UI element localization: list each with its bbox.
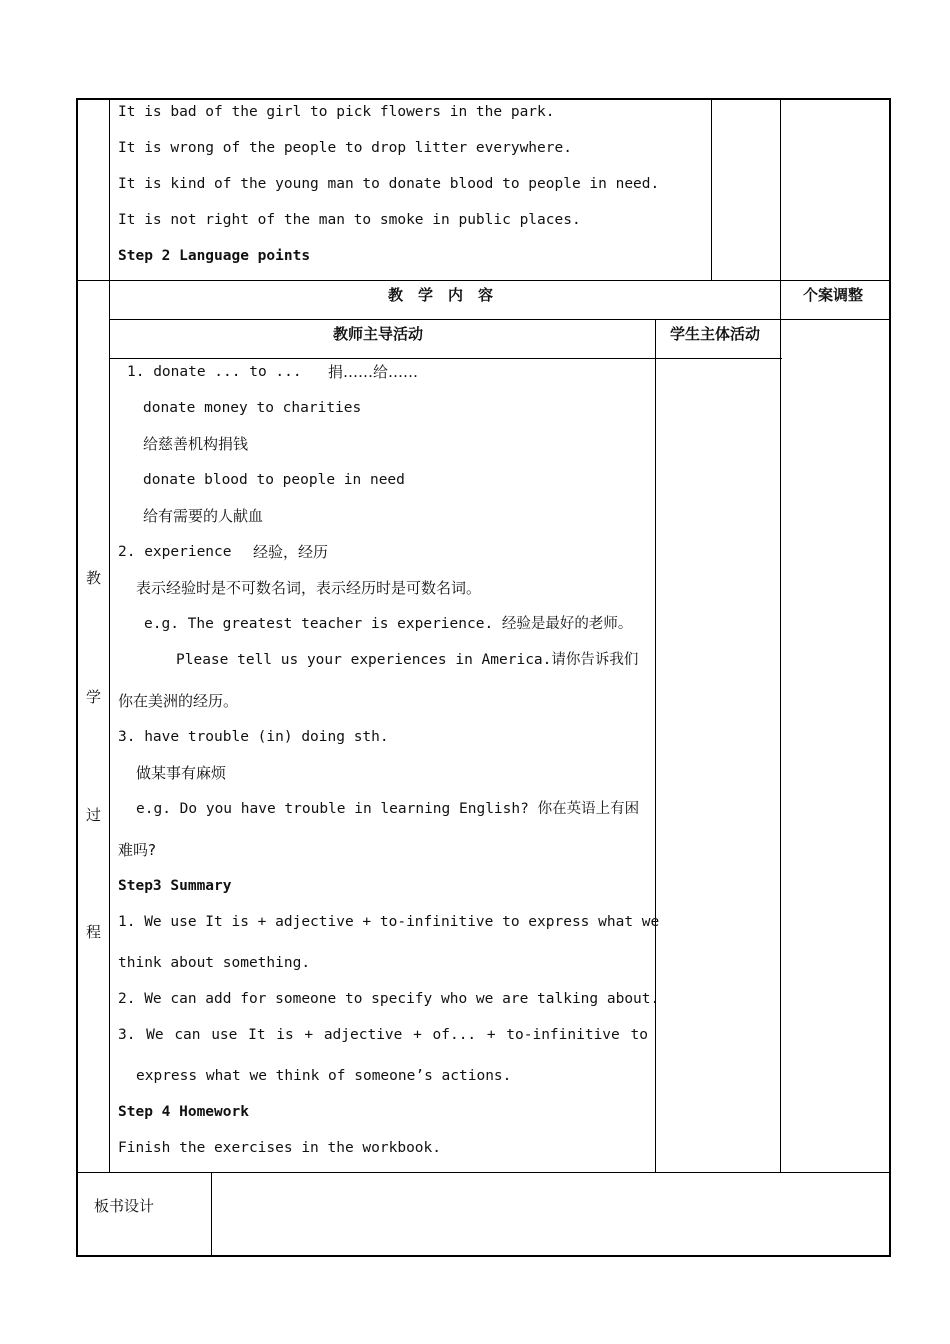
side-label-char: 学 (86, 688, 102, 706)
example-sentence: It is wrong of the people to drop litter everywhere. (118, 140, 572, 156)
point-title: 3. have trouble (in) doing sth. (118, 729, 389, 745)
word: of... (432, 1027, 477, 1043)
word: to-infinitive (506, 1027, 620, 1043)
student-header: 学生主体活动 (670, 325, 761, 343)
example-sentence: It is not right of the man to smoke in public places. (118, 212, 581, 228)
word: + (304, 1027, 314, 1043)
divider (211, 1172, 212, 1256)
point-title: 2. experience (118, 544, 232, 560)
phrase-example: donate money to charities (143, 400, 362, 416)
phrase-translation: 给慈善机构捐钱 (143, 435, 249, 453)
usage-note: 表示经验时是不可数名词，表示经历时是可数名词。 (136, 579, 482, 597)
example-line: Please tell us your experiences in America.请你告诉我们 (176, 652, 639, 668)
divider (76, 1172, 891, 1173)
adjust-header: 个案调整 (803, 286, 864, 304)
word: to (630, 1027, 648, 1043)
step-heading: Step 4 Homework (118, 1104, 249, 1120)
homework-text: Finish the exercises in the workbook. (118, 1140, 442, 1156)
divider (780, 98, 781, 1173)
teacher-header: 教师主导活动 (333, 325, 424, 343)
phrase-example: donate blood to people in need (143, 472, 405, 488)
table-left-border (76, 98, 78, 1257)
word: 3. (118, 1027, 136, 1043)
divider (76, 280, 891, 281)
summary-item-continued: think about something. (118, 955, 311, 971)
word: + (486, 1027, 496, 1043)
board-design-label: 板书设计 (94, 1197, 155, 1215)
example-line: e.g. Do you have trouble in learning English? 你在英语上有困 (136, 801, 640, 817)
word: We (146, 1027, 164, 1043)
step-heading: Step 2 Language points (118, 248, 311, 264)
word: + (413, 1027, 422, 1043)
example-line-continued: 难吗? (118, 841, 156, 859)
phrase-translation: 给有需要的人献血 (143, 507, 264, 525)
table-top-border (76, 98, 891, 100)
summary-item: 2. We can add for someone to specify who we are talking about. (118, 991, 660, 1007)
point-translation: 捐……给…… (328, 363, 419, 381)
side-label-char: 程 (86, 923, 102, 941)
divider (655, 319, 656, 1173)
example-line: e.g. The greatest teacher is experience. 经验是最好的老师。 (144, 616, 633, 632)
word: use (211, 1027, 238, 1043)
point-translation: 经验，经历 (253, 543, 329, 561)
summary-item: 1. We use It is + adjective + to-infinitive to express what we (118, 914, 660, 930)
side-label-char: 过 (86, 806, 102, 824)
word: adjective (323, 1027, 403, 1043)
word: It (248, 1027, 266, 1043)
divider (711, 98, 712, 281)
content-header: 教 学 内 容 (388, 286, 494, 304)
example-line-continued: 你在美洲的经历。 (118, 692, 239, 710)
table-right-border (889, 98, 891, 1257)
word: can (174, 1027, 201, 1043)
side-label-char: 教 (86, 569, 102, 587)
step-heading: Step3 Summary (118, 878, 232, 894)
example-sentence: It is kind of the young man to donate blood to people in need. (118, 176, 660, 192)
point-title: 1. donate ... to ... (127, 364, 302, 380)
word: is (276, 1027, 294, 1043)
example-sentence: It is bad of the girl to pick flowers in the park. (118, 104, 555, 120)
table-bottom-border (76, 1255, 891, 1257)
point-translation: 做某事有麻烦 (136, 764, 227, 782)
summary-item (118, 1025, 648, 1045)
divider (109, 98, 110, 1173)
summary-item-continued: express what we think of someone’s actions. (136, 1068, 512, 1084)
divider (109, 358, 782, 359)
divider (109, 319, 889, 320)
